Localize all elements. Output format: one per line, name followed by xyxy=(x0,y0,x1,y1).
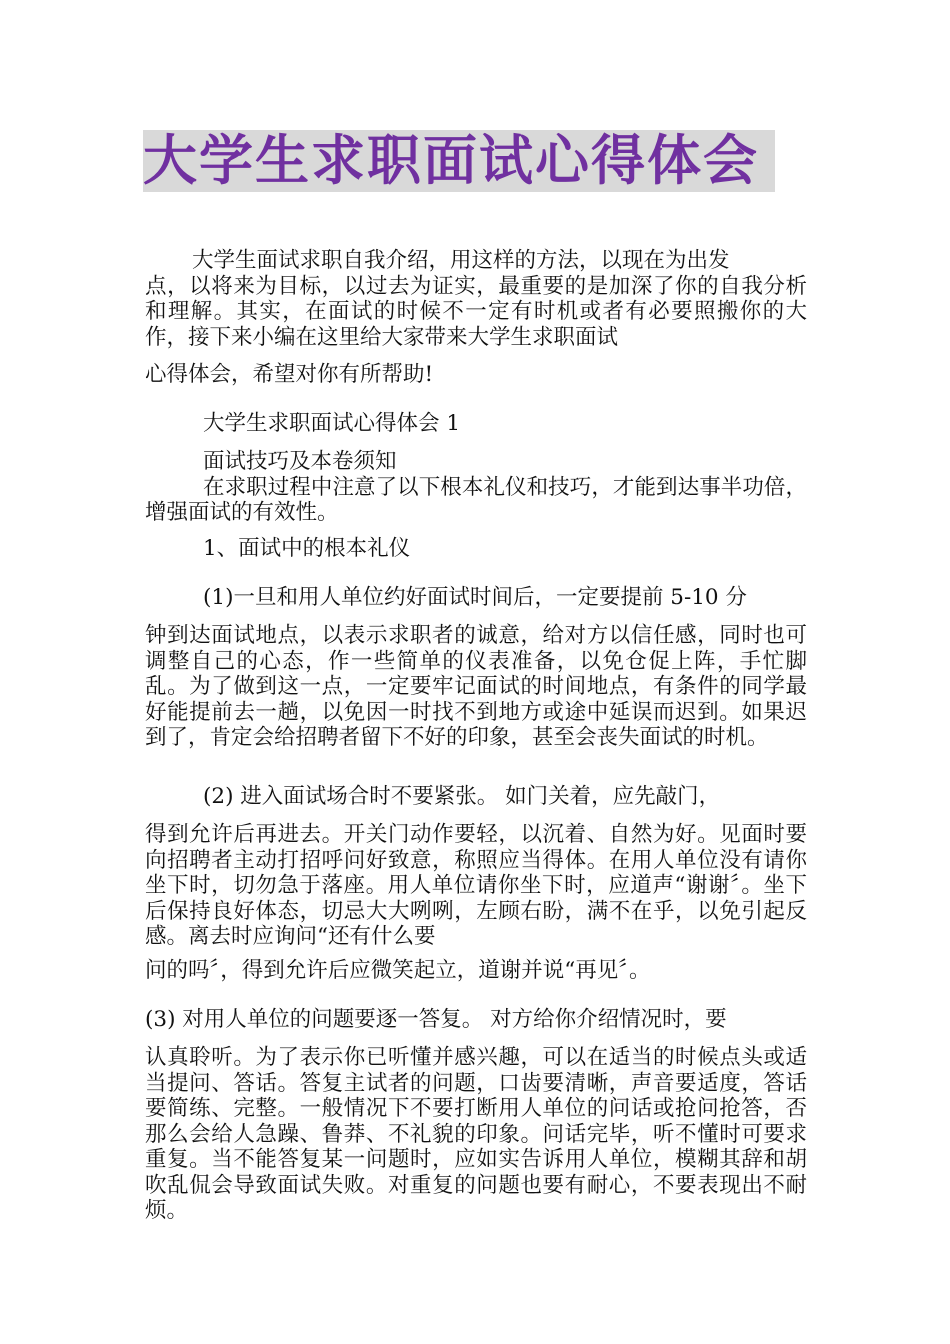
document-title: 大学生求职面试心得体会 xyxy=(143,129,759,192)
heading-etiquette: 1、面试中的根本礼仪 xyxy=(203,536,411,561)
intro-paragraph-last: 心得体会，希望对你有所帮助! xyxy=(145,362,434,387)
section-title: 大学生求职面试心得体会 1 xyxy=(203,411,461,436)
subheading: 面试技巧及本卷须知 xyxy=(203,449,397,474)
item2-last-line: 问的吗〞，得到允许后应微笑起立，道谢并说“再见〞。 xyxy=(145,958,651,983)
item3-first-line: (3) 对用人单位的问题要逐一答复。 对方给你介绍情况时，要 xyxy=(145,1007,727,1032)
item1-body: 钟到达面试地点，以表示求职者的诚意，给对方以信任感，同时也可调整自己的心态，作一些简单的仪表准备，以免仓促上阵，手忙脚乱。为了做到这一点，一定要牢记面试的时间地点，有条件的同学最好能提前去一趟，以免因一时找不到地方或途中延误而迟到。如果迟到了，肯定会给招聘者留下不好的印象，甚至会丧失面试的时机。 xyxy=(145,623,807,750)
intro-paragraph-body: 点，以将来为目标，以过去为证实，最重要的是加深了你的自我分析和理解。其实，在面试的时候不一定有时机或者有必要照搬你的大作，接下来小编在这里给大家带来大学生求职面试 xyxy=(145,273,807,350)
item1-first-line: (1)一旦和用人单位约好面试时间后，一定要提前 5-10 分 xyxy=(203,585,747,610)
lead-paragraph: 在求职过程中注意了以下根本礼仪和技巧，才能到达事半功倍，增强面试的有效性。 xyxy=(145,474,807,525)
intro-paragraph-line1: 大学生面试求职自我介绍，用这样的方法，以现在为出发 xyxy=(192,248,730,273)
item2-first-line: (2) 进入面试场合时不要紧张。 如门关着，应先敲门， xyxy=(203,784,721,809)
item3-body: 认真聆听。为了表示你已听懂并感兴趣，可以在适当的时候点头或适当提问、答话。答复主试者的问题，口齿要清晰，声音要适度，答话要简练、完整。一般情况下不要打断用人单位的问话或抢问抢答，否那么会给人急躁、鲁莽、不礼貌的印象。问话完毕，听不懂时可要求重复。当不能答复某一问题时，应如实告诉用人单位，模糊其辞和胡吹乱侃会导致面试失败。对重复的问题也要有耐心，不要表现出不耐烦。 xyxy=(145,1045,807,1223)
item2-body: 得到允许后再进去。开关门动作要轻，以沉着、自然为好。见面时要向招聘者主动打招呼问好致意，称照应当得体。在用人单位没有请你坐下时，切勿急于落座。用人单位请你坐下时，应道声“谢谢〞。坐下后保持良好体态，切忌大大咧咧，左顾右盼，满不在乎，以免引起反感。离去时应询问“还有什么要 xyxy=(145,822,807,949)
